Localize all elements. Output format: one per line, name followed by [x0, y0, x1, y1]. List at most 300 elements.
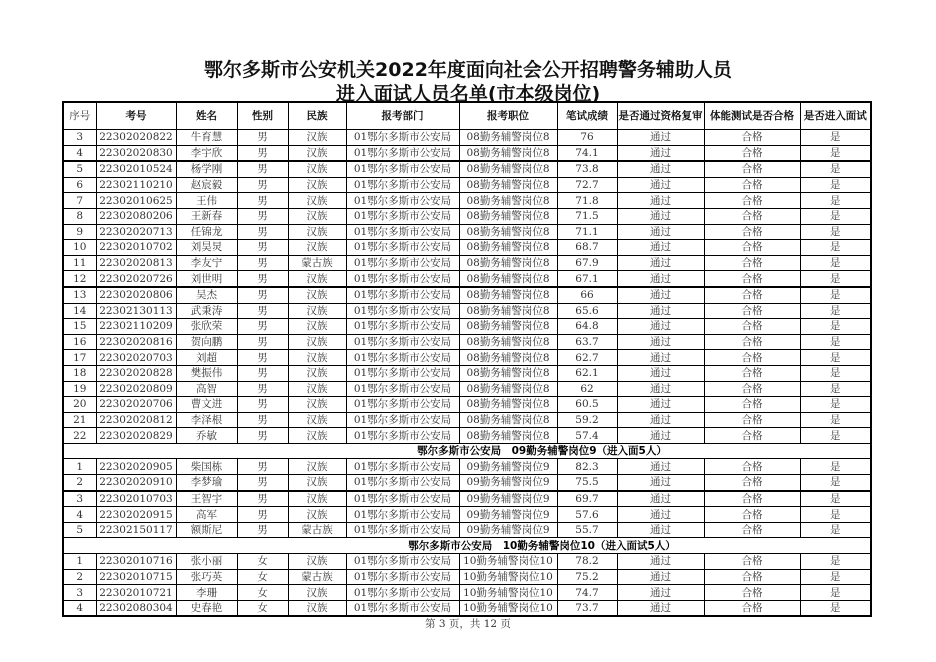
cell-ethnicity: 汉族: [288, 240, 346, 256]
cell-fitness: 合格: [704, 255, 800, 271]
cell-exam-id: 22302020829: [96, 428, 176, 444]
table-row: [63, 271, 871, 287]
cell-score: 62.7: [557, 350, 617, 366]
cell-department: 01鄂尔多斯市公安局: [346, 271, 459, 287]
column-header-position: 报考职位: [459, 102, 557, 130]
cell-name: 额斯尼: [176, 522, 237, 538]
cell-gender: 男: [237, 350, 288, 366]
cell-score: 74.1: [557, 145, 617, 161]
cell-seq: 5: [63, 161, 96, 177]
cell-name: 李泽根: [176, 412, 237, 428]
cell-qualification: 通过: [617, 193, 704, 209]
cell-position: 08勤务辅警岗位8: [459, 428, 557, 444]
cell-gender: 男: [237, 459, 288, 475]
cell-qualification: 通过: [617, 569, 704, 585]
cell-interview: 是: [800, 240, 871, 256]
cell-gender: 男: [237, 319, 288, 335]
cell-fitness: 合格: [704, 224, 800, 240]
cell-department: 01鄂尔多斯市公安局: [346, 287, 459, 303]
cell-ethnicity: 汉族: [288, 271, 346, 287]
cell-interview: 是: [800, 319, 871, 335]
cell-score: 74.7: [557, 585, 617, 601]
cell-score: 60.5: [557, 397, 617, 413]
cell-interview: 是: [800, 193, 871, 209]
cell-exam-id: 22302020703: [96, 350, 176, 366]
column-header-name: 姓名: [176, 102, 237, 130]
cell-interview: 是: [800, 130, 871, 146]
cell-qualification: 通过: [617, 287, 704, 303]
cell-gender: 男: [237, 208, 288, 224]
cell-seq: 22: [63, 428, 96, 444]
cell-department: 01鄂尔多斯市公安局: [346, 208, 459, 224]
cell-gender: 男: [237, 193, 288, 209]
cell-name: 牛育慧: [176, 130, 237, 146]
cell-ethnicity: 汉族: [288, 600, 346, 616]
cell-score: 76: [557, 130, 617, 146]
document-subtitle: 进入面试人员名单(市本级岗位): [335, 83, 601, 105]
cell-gender: 男: [237, 255, 288, 271]
table-row: [63, 224, 871, 240]
cell-name: 任锦龙: [176, 224, 237, 240]
cell-qualification: 通过: [617, 303, 704, 319]
cell-gender: 女: [237, 585, 288, 601]
cell-exam-id: 22302020830: [96, 145, 176, 161]
cell-gender: 女: [237, 554, 288, 570]
cell-department: 01鄂尔多斯市公安局: [346, 350, 459, 366]
cell-department: 01鄂尔多斯市公安局: [346, 522, 459, 538]
cell-exam-id: 22302020828: [96, 365, 176, 381]
cell-interview: 是: [800, 334, 871, 350]
cell-department: 01鄂尔多斯市公安局: [346, 193, 459, 209]
cell-score: 65.6: [557, 303, 617, 319]
cell-exam-id: 22302020822: [96, 130, 176, 146]
cell-score: 66: [557, 287, 617, 303]
cell-score: 69.7: [557, 491, 617, 507]
cell-ethnicity: 汉族: [288, 365, 346, 381]
cell-department: 01鄂尔多斯市公安局: [346, 334, 459, 350]
cell-department: 01鄂尔多斯市公安局: [346, 475, 459, 491]
cell-seq: 21: [63, 412, 96, 428]
cell-position: 08勤务辅警岗位8: [459, 271, 557, 287]
table-row: [63, 130, 871, 146]
cell-score: 63.7: [557, 334, 617, 350]
cell-department: 01鄂尔多斯市公安局: [346, 130, 459, 146]
section-heading: 鄂尔多斯市公安局 10勤务辅警岗位10（进入面试5人）: [63, 538, 871, 554]
table-row: [63, 365, 871, 381]
cell-qualification: 通过: [617, 130, 704, 146]
cell-position: 08勤务辅警岗位8: [459, 365, 557, 381]
cell-position: 08勤务辅警岗位8: [459, 412, 557, 428]
cell-fitness: 合格: [704, 350, 800, 366]
cell-fitness: 合格: [704, 319, 800, 335]
cell-fitness: 合格: [704, 554, 800, 570]
cell-fitness: 合格: [704, 365, 800, 381]
cell-seq: 14: [63, 303, 96, 319]
cell-exam-id: 22302020706: [96, 397, 176, 413]
cell-qualification: 通过: [617, 459, 704, 475]
cell-gender: 男: [237, 287, 288, 303]
cell-ethnicity: 汉族: [288, 334, 346, 350]
cell-qualification: 通过: [617, 600, 704, 616]
cell-ethnicity: 汉族: [288, 350, 346, 366]
cell-department: 01鄂尔多斯市公安局: [346, 428, 459, 444]
cell-gender: 男: [237, 161, 288, 177]
cell-ethnicity: 汉族: [288, 177, 346, 193]
cell-ethnicity: 汉族: [288, 585, 346, 601]
cell-seq: 3: [63, 491, 96, 507]
table-row: [63, 193, 871, 209]
cell-score: 67.1: [557, 271, 617, 287]
cell-ethnicity: 汉族: [288, 161, 346, 177]
cell-name: 高军: [176, 507, 237, 523]
document-title: 鄂尔多斯市公安机关2022年度面向社会公开招聘警务辅助人员: [204, 59, 732, 81]
cell-fitness: 合格: [704, 507, 800, 523]
column-header-exam-id: 考号: [96, 102, 176, 130]
cell-gender: 男: [237, 475, 288, 491]
cell-fitness: 合格: [704, 240, 800, 256]
table-row: [63, 303, 871, 319]
cell-exam-id: 22302110209: [96, 319, 176, 335]
cell-seq: 16: [63, 334, 96, 350]
cell-name: 张小丽: [176, 554, 237, 570]
cell-seq: 6: [63, 177, 96, 193]
cell-score: 62: [557, 381, 617, 397]
cell-exam-id: 22302010524: [96, 161, 176, 177]
cell-seq: 1: [63, 554, 96, 570]
cell-position: 08勤务辅警岗位8: [459, 255, 557, 271]
cell-score: 78.2: [557, 554, 617, 570]
cell-ethnicity: 蒙古族: [288, 522, 346, 538]
cell-gender: 男: [237, 491, 288, 507]
cell-fitness: 合格: [704, 161, 800, 177]
table-row: [63, 554, 871, 570]
column-header-score: 笔试成绩: [557, 102, 617, 130]
cell-interview: 是: [800, 428, 871, 444]
cell-gender: 男: [237, 303, 288, 319]
cell-gender: 男: [237, 177, 288, 193]
cell-interview: 是: [800, 255, 871, 271]
cell-qualification: 通过: [617, 428, 704, 444]
cell-seq: 3: [63, 585, 96, 601]
cell-exam-id: 22302020806: [96, 287, 176, 303]
table-row: [63, 585, 871, 601]
cell-seq: 12: [63, 271, 96, 287]
cell-qualification: 通过: [617, 240, 704, 256]
cell-ethnicity: 汉族: [288, 491, 346, 507]
table-row: [63, 397, 871, 413]
cell-fitness: 合格: [704, 412, 800, 428]
cell-fitness: 合格: [704, 145, 800, 161]
cell-gender: 男: [237, 428, 288, 444]
cell-gender: 男: [237, 334, 288, 350]
table-row: [63, 569, 871, 585]
cell-position: 08勤务辅警岗位8: [459, 381, 557, 397]
cell-qualification: 通过: [617, 145, 704, 161]
cell-seq: 11: [63, 255, 96, 271]
cell-gender: 女: [237, 569, 288, 585]
section-heading: 鄂尔多斯市公安局 09勤务辅警岗位9（进入面5人）: [63, 443, 871, 459]
cell-position: 09勤务辅警岗位9: [459, 507, 557, 523]
table-row: [63, 412, 871, 428]
cell-exam-id: 22302020905: [96, 459, 176, 475]
cell-score: 57.4: [557, 428, 617, 444]
cell-interview: 是: [800, 522, 871, 538]
cell-qualification: 通过: [617, 491, 704, 507]
cell-score: 71.5: [557, 208, 617, 224]
cell-name: 杨学刚: [176, 161, 237, 177]
cell-exam-id: 22302130113: [96, 303, 176, 319]
cell-position: 08勤务辅警岗位8: [459, 334, 557, 350]
cell-ethnicity: 汉族: [288, 381, 346, 397]
cell-name: 吴杰: [176, 287, 237, 303]
table-row: [63, 428, 871, 444]
cell-seq: 15: [63, 319, 96, 335]
column-header-seq: 序号: [63, 102, 96, 130]
cell-department: 01鄂尔多斯市公安局: [346, 224, 459, 240]
cell-ethnicity: 汉族: [288, 145, 346, 161]
cell-position: 08勤务辅警岗位8: [459, 319, 557, 335]
column-header-gender: 性别: [237, 102, 288, 130]
cell-department: 01鄂尔多斯市公安局: [346, 600, 459, 616]
table-row: [63, 161, 871, 177]
cell-score: 57.6: [557, 507, 617, 523]
table-row: [63, 507, 871, 523]
cell-position: 08勤务辅警岗位8: [459, 208, 557, 224]
cell-interview: 是: [800, 569, 871, 585]
cell-exam-id: 22302020812: [96, 412, 176, 428]
cell-gender: 男: [237, 381, 288, 397]
cell-interview: 是: [800, 177, 871, 193]
cell-position: 08勤务辅警岗位8: [459, 177, 557, 193]
cell-seq: 13: [63, 287, 96, 303]
cell-position: 10勤务辅警岗位10: [459, 600, 557, 616]
cell-exam-id: 22302020910: [96, 475, 176, 491]
cell-name: 曹文进: [176, 397, 237, 413]
cell-score: 55.7: [557, 522, 617, 538]
table-row: [63, 522, 871, 538]
cell-exam-id: 22302020816: [96, 334, 176, 350]
cell-position: 08勤务辅警岗位8: [459, 161, 557, 177]
cell-score: 72.7: [557, 177, 617, 193]
cell-department: 01鄂尔多斯市公安局: [346, 177, 459, 193]
cell-qualification: 通过: [617, 224, 704, 240]
cell-seq: 5: [63, 522, 96, 538]
cell-name: 刘昊炅: [176, 240, 237, 256]
cell-score: 82.3: [557, 459, 617, 475]
cell-position: 08勤务辅警岗位8: [459, 224, 557, 240]
table-row: [63, 459, 871, 475]
cell-ethnicity: 汉族: [288, 208, 346, 224]
cell-interview: 是: [800, 224, 871, 240]
cell-department: 01鄂尔多斯市公安局: [346, 507, 459, 523]
cell-fitness: 合格: [704, 569, 800, 585]
cell-fitness: 合格: [704, 287, 800, 303]
cell-gender: 男: [237, 224, 288, 240]
cell-gender: 男: [237, 130, 288, 146]
cell-ethnicity: 蒙古族: [288, 255, 346, 271]
cell-seq: 1: [63, 459, 96, 475]
cell-position: 10勤务辅警岗位10: [459, 554, 557, 570]
table-row: [63, 600, 871, 616]
cell-seq: 2: [63, 569, 96, 585]
cell-fitness: 合格: [704, 585, 800, 601]
cell-interview: 是: [800, 491, 871, 507]
cell-position: 08勤务辅警岗位8: [459, 350, 557, 366]
cell-qualification: 通过: [617, 334, 704, 350]
cell-interview: 是: [800, 475, 871, 491]
cell-ethnicity: 汉族: [288, 475, 346, 491]
cell-gender: 女: [237, 600, 288, 616]
cell-fitness: 合格: [704, 334, 800, 350]
cell-name: 李友宁: [176, 255, 237, 271]
cell-seq: 9: [63, 224, 96, 240]
table-row: [63, 287, 871, 303]
table-row: [63, 319, 871, 335]
cell-seq: 4: [63, 507, 96, 523]
cell-department: 01鄂尔多斯市公安局: [346, 303, 459, 319]
cell-exam-id: 22302110210: [96, 177, 176, 193]
cell-qualification: 通过: [617, 255, 704, 271]
cell-interview: 是: [800, 208, 871, 224]
cell-department: 01鄂尔多斯市公安局: [346, 412, 459, 428]
cell-fitness: 合格: [704, 193, 800, 209]
cell-interview: 是: [800, 397, 871, 413]
candidate-table: [62, 101, 872, 617]
cell-position: 10勤务辅警岗位10: [459, 585, 557, 601]
cell-name: 赵宸毅: [176, 177, 237, 193]
cell-interview: 是: [800, 412, 871, 428]
cell-ethnicity: 汉族: [288, 287, 346, 303]
cell-department: 01鄂尔多斯市公安局: [346, 365, 459, 381]
cell-position: 09勤务辅警岗位9: [459, 459, 557, 475]
column-header-ethnicity: 民族: [288, 102, 346, 130]
column-header-fitness: 体能测试是否合格: [704, 102, 800, 130]
cell-score: 59.2: [557, 412, 617, 428]
cell-interview: 是: [800, 350, 871, 366]
cell-exam-id: 22302020813: [96, 255, 176, 271]
cell-seq: 18: [63, 365, 96, 381]
cell-gender: 男: [237, 271, 288, 287]
cell-fitness: 合格: [704, 459, 800, 475]
cell-seq: 4: [63, 145, 96, 161]
cell-name: 张欣荣: [176, 319, 237, 335]
table-row: [63, 381, 871, 397]
cell-department: 01鄂尔多斯市公安局: [346, 585, 459, 601]
cell-gender: 男: [237, 145, 288, 161]
table-row: [63, 334, 871, 350]
table-row: [63, 177, 871, 193]
cell-position: 08勤务辅警岗位8: [459, 193, 557, 209]
cell-qualification: 通过: [617, 350, 704, 366]
cell-seq: 3: [63, 130, 96, 146]
cell-score: 68.7: [557, 240, 617, 256]
cell-gender: 男: [237, 240, 288, 256]
cell-name: 柴国栋: [176, 459, 237, 475]
cell-seq: 20: [63, 397, 96, 413]
cell-fitness: 合格: [704, 600, 800, 616]
cell-fitness: 合格: [704, 303, 800, 319]
cell-fitness: 合格: [704, 397, 800, 413]
table-row: [63, 350, 871, 366]
cell-exam-id: 22302020726: [96, 271, 176, 287]
cell-name: 李宇欣: [176, 145, 237, 161]
table-row: [63, 475, 871, 491]
column-header-interview: 是否进入面试: [800, 102, 871, 130]
cell-interview: 是: [800, 271, 871, 287]
cell-interview: 是: [800, 459, 871, 475]
cell-qualification: 通过: [617, 271, 704, 287]
cell-score: 73.8: [557, 161, 617, 177]
cell-department: 01鄂尔多斯市公安局: [346, 161, 459, 177]
cell-fitness: 合格: [704, 522, 800, 538]
cell-seq: 19: [63, 381, 96, 397]
cell-name: 刘世明: [176, 271, 237, 287]
cell-seq: 7: [63, 193, 96, 209]
cell-department: 01鄂尔多斯市公安局: [346, 381, 459, 397]
cell-position: 08勤务辅警岗位8: [459, 145, 557, 161]
cell-position: 09勤务辅警岗位9: [459, 522, 557, 538]
cell-ethnicity: 汉族: [288, 554, 346, 570]
cell-name: 张巧英: [176, 569, 237, 585]
cell-position: 08勤务辅警岗位8: [459, 130, 557, 146]
cell-interview: 是: [800, 600, 871, 616]
cell-score: 75.5: [557, 475, 617, 491]
cell-department: 01鄂尔多斯市公安局: [346, 459, 459, 475]
cell-name: 樊振伟: [176, 365, 237, 381]
cell-gender: 男: [237, 365, 288, 381]
cell-position: 09勤务辅警岗位9: [459, 491, 557, 507]
cell-name: 高智: [176, 381, 237, 397]
cell-fitness: 合格: [704, 177, 800, 193]
cell-position: 08勤务辅警岗位8: [459, 303, 557, 319]
cell-seq: 4: [63, 600, 96, 616]
cell-qualification: 通过: [617, 522, 704, 538]
cell-seq: 17: [63, 350, 96, 366]
cell-department: 01鄂尔多斯市公安局: [346, 569, 459, 585]
cell-name: 王智宇: [176, 491, 237, 507]
cell-department: 01鄂尔多斯市公安局: [346, 491, 459, 507]
cell-ethnicity: 蒙古族: [288, 569, 346, 585]
cell-score: 73.7: [557, 600, 617, 616]
cell-ethnicity: 汉族: [288, 319, 346, 335]
cell-department: 01鄂尔多斯市公安局: [346, 145, 459, 161]
column-header-qualification: 是否通过资格复审: [617, 102, 704, 130]
cell-interview: 是: [800, 161, 871, 177]
cell-position: 10勤务辅警岗位10: [459, 569, 557, 585]
cell-score: 62.1: [557, 365, 617, 381]
cell-name: 李珊: [176, 585, 237, 601]
table-row: [63, 240, 871, 256]
cell-interview: 是: [800, 365, 871, 381]
cell-exam-id: 22302010703: [96, 491, 176, 507]
cell-qualification: 通过: [617, 397, 704, 413]
cell-name: 乔敏: [176, 428, 237, 444]
cell-score: 71.1: [557, 224, 617, 240]
cell-department: 01鄂尔多斯市公安局: [346, 255, 459, 271]
cell-name: 王新春: [176, 208, 237, 224]
table-row: [63, 208, 871, 224]
cell-name: 王伟: [176, 193, 237, 209]
cell-name: 武秉涛: [176, 303, 237, 319]
cell-ethnicity: 汉族: [288, 428, 346, 444]
cell-gender: 男: [237, 522, 288, 538]
cell-department: 01鄂尔多斯市公安局: [346, 319, 459, 335]
cell-fitness: 合格: [704, 491, 800, 507]
cell-score: 67.9: [557, 255, 617, 271]
cell-interview: 是: [800, 507, 871, 523]
cell-position: 08勤务辅警岗位8: [459, 240, 557, 256]
page-footer: 第 3 页，共 12 页: [425, 618, 511, 630]
